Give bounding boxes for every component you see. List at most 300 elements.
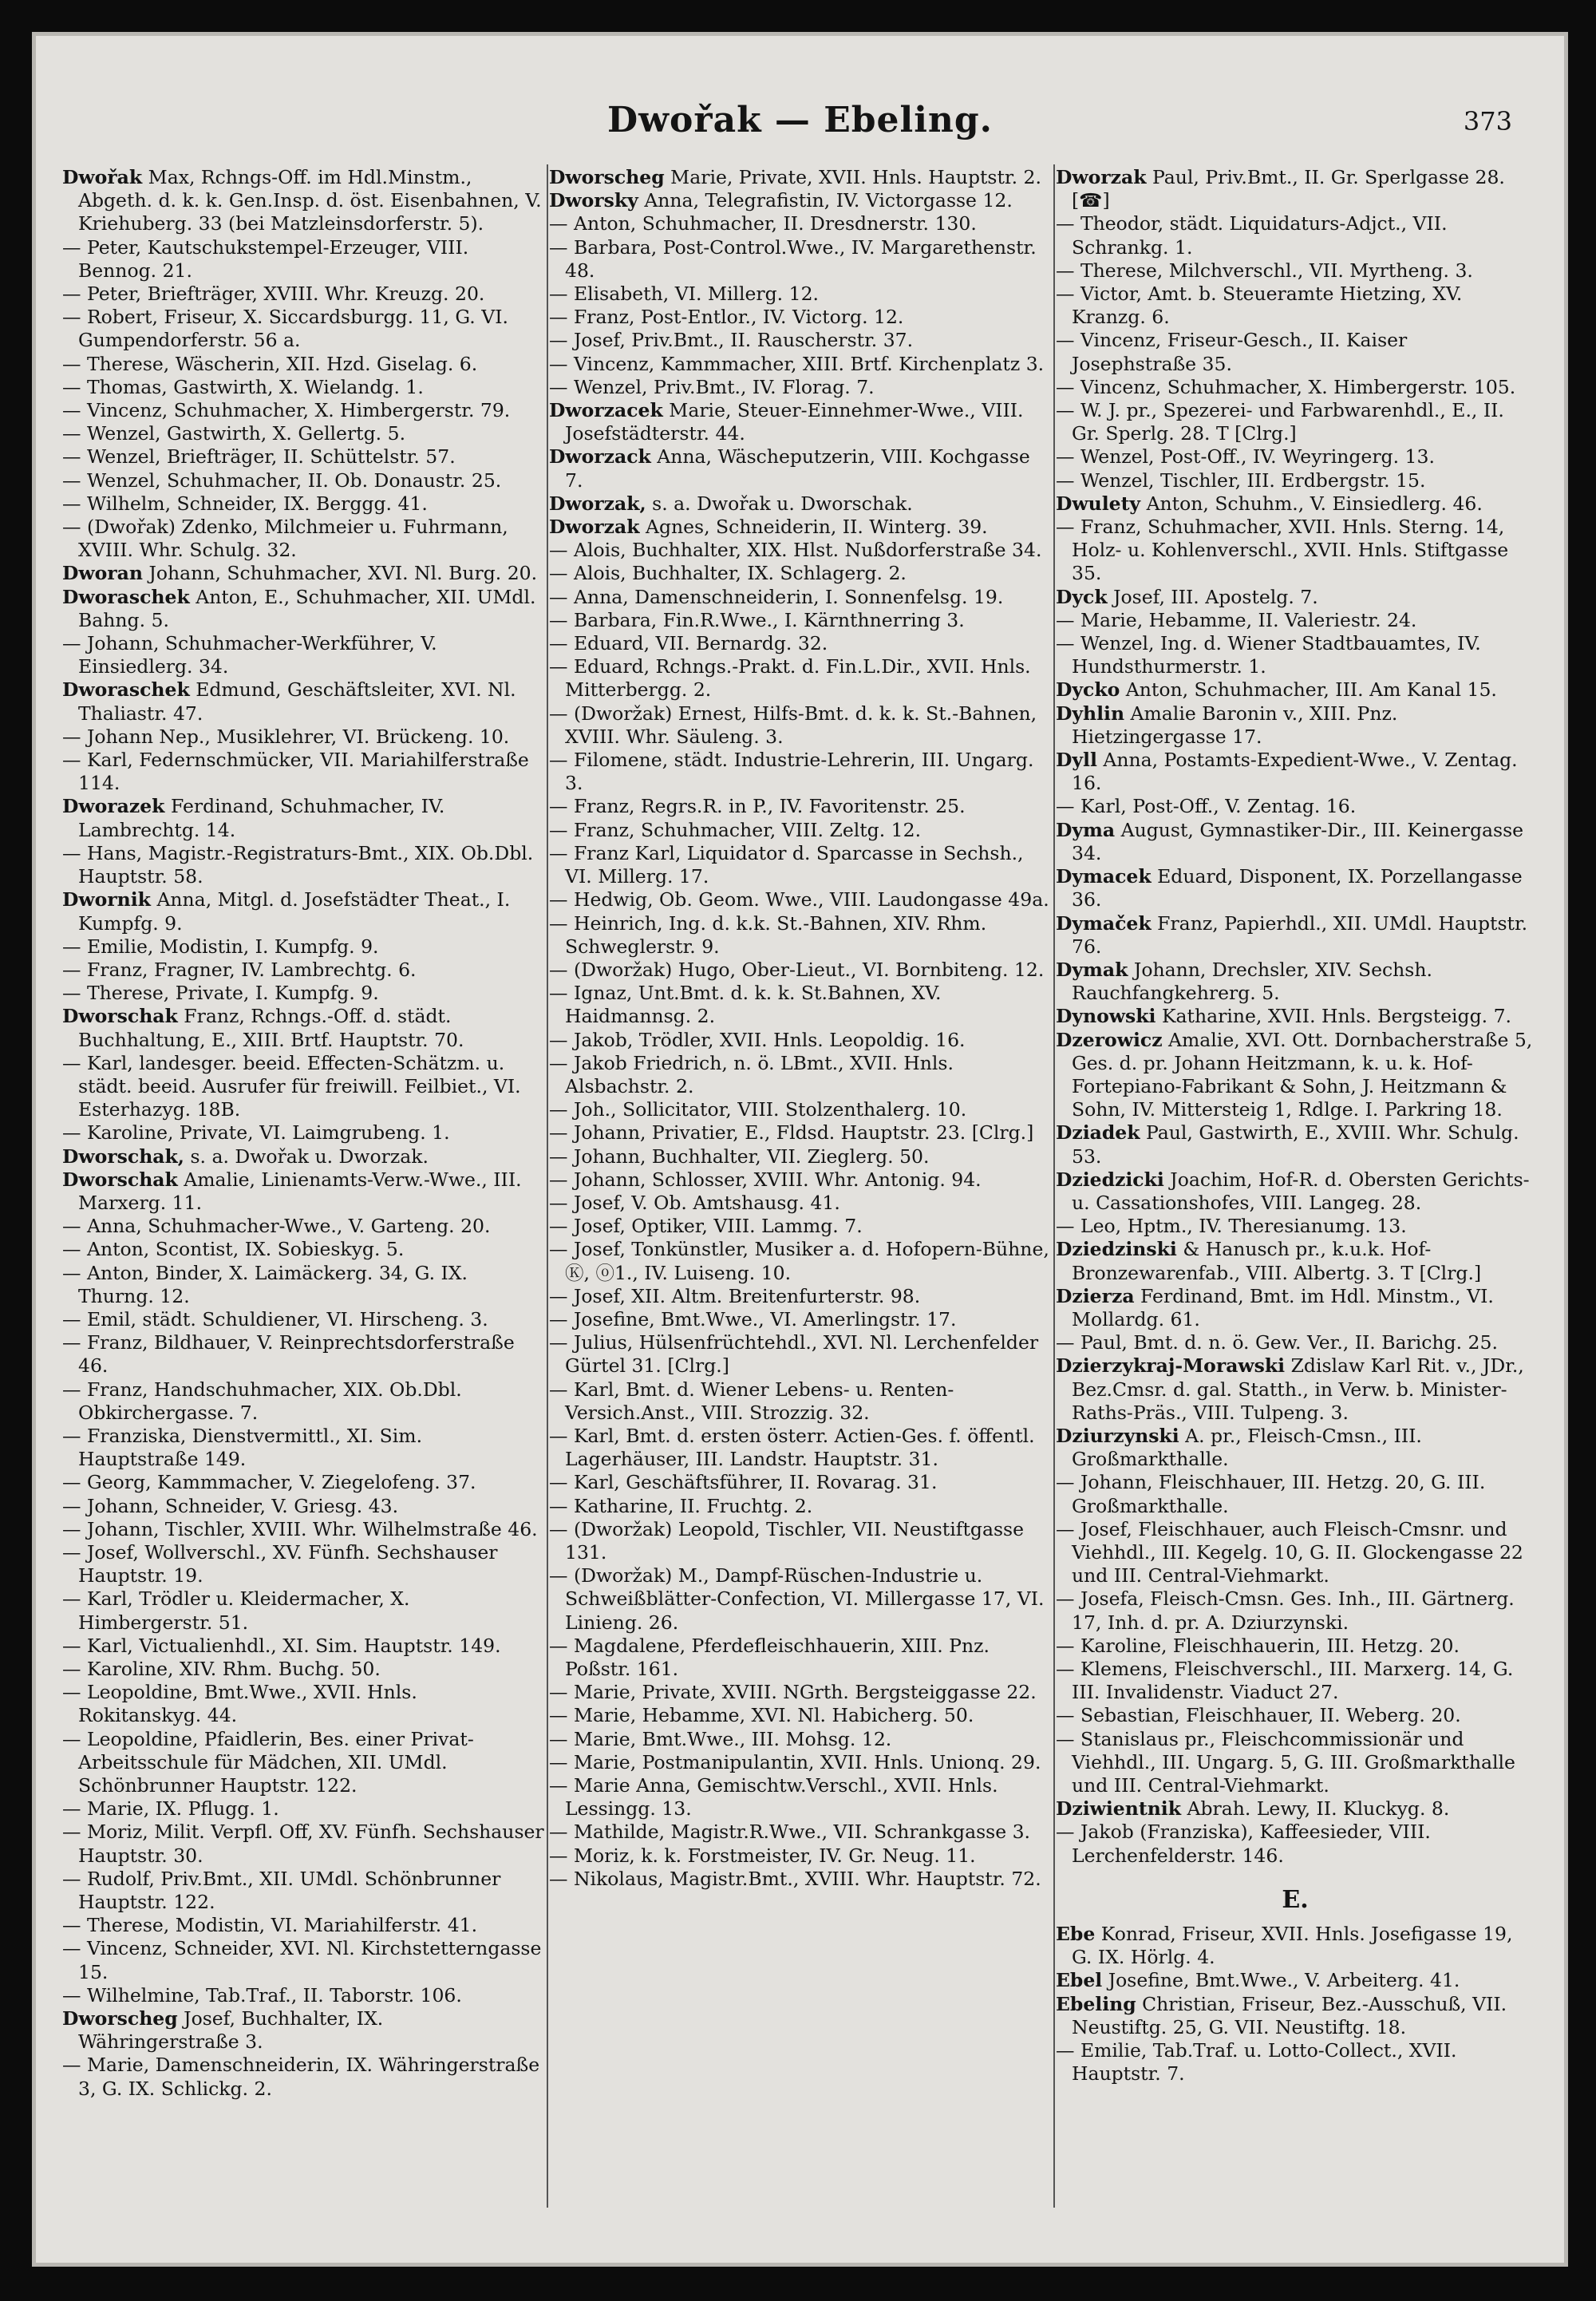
- directory-entry: [62, 306, 545, 352]
- directory-entry: [549, 539, 1050, 562]
- entry-details: Abrah. Lewy, II. Kluckyg. 8.: [1181, 1797, 1450, 1821]
- entry-details: — Josefa, Fleisch-Cmsn. Ges. Inh., III. Gärtnerg. 17, Inh. d. pr. A. Dziurzynski.: [1056, 1587, 1515, 1634]
- entry-details: — Klemens, Fleischverschl., III. Marxerg. 14, G. III. Invalidenstr. Viaduct 27.: [1056, 1658, 1514, 1704]
- directory-entry: [62, 353, 545, 376]
- directory-entry: [549, 516, 1050, 539]
- entry-details: — Ignaz, Unt.Bmt. d. k. k. St.Bahnen, XV. Haidmannsg. 2.: [549, 982, 942, 1028]
- entry-details: — Stanislaus pr., Fleischcommissionär und Viehhdl., III. Ungarg. 5, G. III. Großmarkthalle und III. Central-Viehmarkt.: [1056, 1727, 1515, 1797]
- entry-details: Christian, Friseur, Bez.-Ausschuß, VII. Neustiftg. 25, G. VII. Neustiftg. 18.: [1072, 1992, 1507, 2038]
- directory-entry: [549, 376, 1050, 399]
- entry-details: & Hanusch pr., k.u.k. Hof-Bronzewarenfab., VIII. Albertg. 3. T [Clrg.]: [1072, 1238, 1482, 1284]
- entry-details: — Leo, Hptm., IV. Theresianumg. 13.: [1056, 1215, 1407, 1238]
- directory-entry: [549, 236, 1050, 283]
- entry-details: — Georg, Kammmacher, V. Ziegelofeng. 37.: [62, 1471, 476, 1494]
- directory-entry: [1056, 469, 1535, 492]
- directory-entry: [1056, 1238, 1535, 1284]
- entry-details: — (Dworžak) Hugo, Ober-Lieut., VI. Bornbiteng. 12.: [549, 958, 1045, 981]
- entry-details: — Karl, Bmt. d. ersten österr. Actien-Ges. f. öffentl. Lagerhäuser, III. Landstr. Hauptstr. 31.: [549, 1424, 1035, 1471]
- entry-details: Agnes, Schneiderin, II. Winterg. 39.: [639, 516, 988, 539]
- directory-entry: [549, 353, 1050, 376]
- directory-entry: [1056, 1121, 1535, 1168]
- entry-surname: Dworan: [62, 562, 143, 585]
- directory-entry: [62, 1331, 545, 1378]
- directory-entry: [1056, 376, 1535, 399]
- directory-entry: [549, 749, 1050, 795]
- entry-details: — Nikolaus, Magistr.Bmt., XVIII. Whr. Hauptstr. 72.: [549, 1867, 1041, 1890]
- entry-details: — Johann, Buchhalter, VII. Zieglerg. 50.: [549, 1145, 930, 1168]
- column-3: [1056, 166, 1535, 2241]
- directory-entry: [62, 2054, 545, 2100]
- entry-details: — Elisabeth, VI. Millerg. 12.: [549, 283, 819, 306]
- entry-details: — Marie, Hebamme, XVI. Nl. Habicherg. 50.: [549, 1704, 974, 1727]
- directory-entry: [62, 445, 545, 469]
- directory-entry: [1056, 492, 1535, 516]
- entry-surname: Dyma: [1056, 818, 1116, 841]
- entry-surname: Dworaschek: [62, 585, 190, 608]
- entry-details: — Franz Karl, Liquidator d. Sparcasse in Sechsh., VI. Millerg. 17.: [549, 841, 1024, 888]
- entry-details: — Franz, Schuhmacher, XVII. Hnls. Sterng. 14, Holz- u. Kohlenverschl., XVII. Hnls. Stiftgasse 35.: [1056, 516, 1509, 585]
- directory-entry: [62, 1587, 545, 1634]
- directory-entry: [62, 166, 545, 236]
- directory-entry: [549, 306, 1050, 329]
- directory-entry: [549, 842, 1050, 888]
- directory-entry: [549, 1844, 1050, 1868]
- directory-entry: [1056, 1969, 1535, 1992]
- entry-details: Edmund, Geschäftsleiter, XVI. Nl. Thaliastr. 47.: [78, 678, 516, 725]
- entry-details: — Hedwig, Ob. Geom. Wwe., VIII. Laudongasse 49a.: [549, 888, 1049, 911]
- entry-details: Franz, Rchngs.-Off. d. städt. Buchhaltung, E., XIII. Brtf. Hauptstr. 70.: [78, 1005, 464, 1051]
- entry-surname: Dworazek: [62, 795, 165, 818]
- entry-surname: Dyll: [1056, 749, 1097, 772]
- entry-details: — Moriz, k. k. Forstmeister, IV. Gr. Neug. 11.: [549, 1844, 976, 1867]
- directory-entry: [62, 399, 545, 422]
- entry-details: — Josef, Fleischhauer, auch Fleisch-Cmsnr. und Viehhdl., III. Kegelg. 10, G. II. Glockengasse 22 und III. Central-Viehmarkt.: [1056, 1517, 1523, 1587]
- entry-surname: Dziurzynski: [1056, 1424, 1179, 1447]
- directory-entry: [549, 329, 1050, 352]
- entry-details: — Marie, IX. Pflugg. 1.: [62, 1797, 279, 1821]
- directory-entry: [1056, 749, 1535, 795]
- directory-entry: [62, 1052, 545, 1122]
- directory-entry: [62, 1868, 545, 1914]
- entry-details: Paul, Priv.Bmt., II. Gr. Sperlgasse 28. [☎]: [1072, 166, 1505, 212]
- directory-entry: [1056, 1005, 1535, 1028]
- entry-details: — Vincenz, Friseur-Gesch., II. Kaiser Josephstraße 35.: [1056, 329, 1408, 375]
- page-title: Dwořak — Ebeling.: [607, 100, 993, 140]
- directory-entry: [62, 1121, 545, 1145]
- entry-surname: Dworzack: [549, 445, 651, 469]
- entry-details: — Anton, Schuhmacher, II. Dresdnerstr. 130.: [549, 212, 977, 235]
- directory-entry: [549, 1774, 1050, 1821]
- entry-details: — W. J. pr., Spezerei- und Farbwarenhdl., E., II. Gr. Sperlg. 28. T [Clrg.]: [1056, 399, 1504, 445]
- directory-entry: [62, 1541, 545, 1587]
- entry-details: — Vincenz, Schneider, XVI. Nl. Kirchstetterngasse 15.: [62, 1937, 542, 1983]
- directory-entry: [1056, 1518, 1535, 1588]
- directory-entry: [1056, 399, 1535, 445]
- entry-details: — Marie, Hebamme, II. Valeriestr. 24.: [1056, 608, 1417, 631]
- directory-entry: [1056, 1285, 1535, 1331]
- directory-entry: [549, 1308, 1050, 1331]
- directory-entry: [1056, 1331, 1535, 1354]
- directory-entry: [549, 1331, 1050, 1378]
- entry-details: — Wenzel, Briefträger, II. Schüttelstr. 57.: [62, 445, 456, 469]
- entry-surname: Dziwientnik: [1056, 1797, 1181, 1821]
- entry-details: — Wilhelmine, Tab.Traf., II. Taborstr. 106.: [62, 1983, 462, 2006]
- directory-entry: [62, 632, 545, 678]
- entry-details: — Emilie, Tab.Traf. u. Lotto-Collect., XVII. Hauptstr. 7.: [1056, 2039, 1457, 2086]
- entry-details: — Josef, Tonkünstler, Musiker a. d. Hofopern-Bühne, Ⓚ, ⓞ1., IV. Luiseng. 10.: [549, 1238, 1049, 1284]
- directory-entry: [62, 1308, 545, 1331]
- entry-details: — Wenzel, Ing. d. Wiener Stadtbauamtes, IV. Hundsthurmerstr. 1.: [1056, 632, 1481, 678]
- entry-surname: Dziedzinski: [1056, 1238, 1177, 1261]
- directory-entry: [549, 1215, 1050, 1238]
- directory-entry: [1056, 702, 1535, 749]
- entry-surname: Dworscheg: [62, 2007, 178, 2030]
- directory-entry: [62, 1005, 545, 1051]
- entry-details: — Karl, landesger. beeid. Effecten-Schätzm. u. städt. beeid. Ausrufer für freiwill. Feilbiet., VI. Esterhazyg. 18B.: [62, 1051, 521, 1121]
- directory-entry: [549, 283, 1050, 306]
- column-2: [549, 166, 1050, 2241]
- directory-entry: [62, 1914, 545, 1937]
- directory-entry: [549, 1564, 1050, 1635]
- entry-details: — Wenzel, Schuhmacher, II. Ob. Donaustr. 25.: [62, 469, 502, 492]
- entry-details: — Karoline, Fleischhauerin, III. Hetzg. 20.: [1056, 1634, 1460, 1657]
- entry-details: Max, Rchngs-Off. im Hdl.Minstm., Abgeth. d. k. k. Gen.Insp. d. öst. Eisenbahnen, V. Kriehuberg. 33 (bei Matzleinsdorferstr. 5).: [78, 166, 542, 235]
- entry-details: — Hans, Magistr.-Registraturs-Bmt., XIX. Ob.Dbl. Hauptstr. 58.: [62, 841, 534, 888]
- directory-entry: [1056, 283, 1535, 329]
- entry-surname: Dworaschek: [62, 678, 190, 702]
- column-divider: [1053, 164, 1055, 2208]
- directory-entry: [62, 1238, 545, 1261]
- entry-details: — Eduard, Rchngs.-Prakt. d. Fin.L.Dir., XVII. Hnls. Mitterbergg. 2.: [549, 655, 1031, 702]
- entry-details: Konrad, Friseur, XVII. Hnls. Josefigasse 19, G. IX. Hörlg. 4.: [1072, 1923, 1513, 1969]
- entry-details: — Anton, Binder, X. Laimäckerg. 34, G. IX. Thurng. 12.: [62, 1261, 468, 1307]
- directory-entry: [1056, 1587, 1535, 1634]
- directory-entry: [549, 1121, 1050, 1145]
- entry-details: — Peter, Kautschukstempel-Erzeuger, VIII. Bennog. 21.: [62, 235, 469, 282]
- entry-details: — Therese, Private, I. Kumpfg. 9.: [62, 982, 379, 1005]
- directory-entry: [549, 959, 1050, 982]
- entry-surname: Dynowski: [1056, 1005, 1156, 1028]
- directory-entry: [549, 1495, 1050, 1518]
- entry-surname: Dyhlin: [1056, 702, 1125, 725]
- entry-details: — Wilhelm, Schneider, IX. Berggg. 41.: [62, 492, 428, 515]
- directory-entry: [549, 189, 1050, 212]
- entry-surname: Dworzacek: [549, 399, 663, 422]
- entry-details: — Johann, Fleischhauer, III. Hetzg. 20, G. III. Großmarkthalle.: [1056, 1471, 1486, 1517]
- entry-details: — Wenzel, Post-Off., IV. Weyringerg. 13.: [1056, 445, 1435, 469]
- directory-entry: [62, 1145, 545, 1168]
- entry-details: — Mathilde, Magistr.R.Wwe., VII. Schrankgasse 3.: [549, 1821, 1031, 1844]
- entry-details: — Josef, Wollverschl., XV. Fünfh. Sechshauser Hauptstr. 19.: [62, 1540, 498, 1587]
- directory-entry: [62, 888, 545, 935]
- entry-details: — Wenzel, Gastwirth, X. Gellertg. 5.: [62, 422, 406, 445]
- entry-surname: Dziedzicki: [1056, 1168, 1164, 1191]
- directory-entry: [549, 1704, 1050, 1727]
- directory-entry: [1056, 586, 1535, 609]
- directory-entry: [549, 399, 1050, 445]
- directory-entry: [549, 1751, 1050, 1774]
- entry-details: — Moriz, Milit. Verpfl. Off, XV. Fünfh. Sechshauser Hauptstr. 30.: [62, 1821, 544, 1867]
- directory-entry: [62, 1425, 545, 1471]
- directory-entry: [1056, 912, 1535, 959]
- entry-details: — Franz, Handschuhmacher, XIX. Ob.Dbl. Obkirchergasse. 7.: [62, 1378, 462, 1424]
- directory-entry: [549, 1285, 1050, 1308]
- directory-entry: [549, 445, 1050, 492]
- directory-entry: [549, 655, 1050, 702]
- page-number: 373: [1463, 106, 1512, 136]
- directory-entry: [549, 1168, 1050, 1192]
- entry-details: — Marie, Bmt.Wwe., III. Mohsg. 12.: [549, 1727, 892, 1750]
- directory-entry: [62, 516, 545, 562]
- entry-details: Johann, Drechsler, XIV. Sechsh. Rauchfangkehrerg. 5.: [1072, 958, 1432, 1005]
- entry-surname: Dyck: [1056, 585, 1108, 608]
- directory-page: [32, 32, 1568, 2267]
- entry-details: Joachim, Hof-R. d. Obersten Gerichts- u. Cassationshofes, VIII. Langeg. 28.: [1072, 1168, 1530, 1214]
- directory-entry: [62, 1215, 545, 1238]
- entry-surname: Dwulety: [1056, 492, 1141, 515]
- directory-entry: [62, 376, 545, 399]
- entry-details: — Heinrich, Ing. d. k.k. St.-Bahnen, XIV. Rhm. Schweglerstr. 9.: [549, 911, 987, 958]
- directory-entry: [62, 492, 545, 516]
- entry-details: Josef, Buchhalter, IX. Währingerstraße 3.: [78, 2007, 384, 2054]
- directory-entry: [1056, 819, 1535, 865]
- entry-details: — Franz, Fragner, IV. Lambrechtg. 6.: [62, 958, 417, 981]
- entry-details: Paul, Gastwirth, E., XVIII. Whr. Schulg. 53.: [1072, 1121, 1519, 1168]
- directory-entry: [62, 586, 545, 632]
- entry-details: — Anna, Damenschneiderin, I. Sonnenfelsg. 19.: [549, 585, 1004, 608]
- directory-entry: [62, 959, 545, 982]
- directory-entry: [1056, 1425, 1535, 1471]
- entry-details: — Jakob (Franziska), Kaffeesieder, VIII. Lerchenfelderstr. 146.: [1056, 1821, 1431, 1867]
- directory-entry: [62, 422, 545, 445]
- entry-details: — Karl, Geschäftsführer, II. Rovarag. 31.: [549, 1471, 938, 1494]
- entry-details: — Johann Nep., Musiklehrer, VI. Brückeng. 10.: [62, 725, 510, 748]
- directory-entry: [549, 1635, 1050, 1681]
- entry-details: — Emilie, Modistin, I. Kumpfg. 9.: [62, 935, 379, 958]
- entry-details: — Jakob, Trödler, XVII. Hnls. Leopoldig. 16.: [549, 1028, 966, 1051]
- entry-details: — Julius, Hülsenfrüchtehdl., XVI. Nl. Lerchenfelder Gürtel 31. [Clrg.]: [549, 1331, 1039, 1378]
- directory-entry: [62, 562, 545, 585]
- entry-details: — Josef, Priv.Bmt., II. Rauscherstr. 37.: [549, 329, 914, 352]
- entry-details: — Karl, Victualienhdl., XI. Sim. Hauptstr. 149.: [62, 1634, 501, 1657]
- entry-details: — Johann, Schlosser, XVIII. Whr. Antonig. 94.: [549, 1168, 982, 1191]
- entry-details: — Karl, Federnschmücker, VII. Mariahilferstraße 114.: [62, 749, 529, 795]
- directory-entry: [1056, 795, 1535, 818]
- directory-entry: [62, 1797, 545, 1821]
- entry-details: — Emil, städt. Schuldiener, VI. Hirscheng. 3.: [62, 1307, 488, 1330]
- entry-details: Josef, III. Apostelg. 7.: [1107, 585, 1318, 608]
- entry-surname: Dworzak: [1056, 166, 1147, 188]
- entry-details: — Robert, Friseur, X. Siccardsburgg. 11, G. VI. Gumpendorferstr. 56 a.: [62, 306, 508, 352]
- directory-entry: [1056, 609, 1535, 632]
- entry-details: — Therese, Modistin, VI. Mariahilferstr. 41.: [62, 1914, 478, 1937]
- entry-details: — Barbara, Post-Control.Wwe., IV. Margarethenstr. 48.: [549, 235, 1037, 282]
- entry-details: — Marie, Damenschneiderin, IX. Währingerstraße 3, G. IX. Schlickg. 2.: [62, 2054, 540, 2100]
- directory-entry: [1056, 1658, 1535, 1704]
- entry-details: — Josefine, Bmt.Wwe., VI. Amerlingstr. 17.: [549, 1307, 957, 1330]
- entry-details: — Franziska, Dienstvermittl., XI. Sim. Hauptstraße 149.: [62, 1424, 423, 1471]
- entry-details: — Rudolf, Priv.Bmt., XII. UMdl. Schönbrunner Hauptstr. 122.: [62, 1867, 501, 1914]
- entry-details: — Vincenz, Kammmacher, XIII. Brtf. Kirchenplatz 3.: [549, 352, 1045, 375]
- directory-entry: [549, 888, 1050, 911]
- directory-entry: [1056, 516, 1535, 586]
- entry-details: Amalie Baronin v., XIII. Pnz. Hietzingergasse 17.: [1072, 702, 1398, 748]
- page-header: [32, 100, 1568, 156]
- entry-details: — Josef, Optiker, VIII. Lammg. 7.: [549, 1215, 863, 1238]
- directory-entry: [1056, 212, 1535, 259]
- directory-entry: [62, 1635, 545, 1658]
- entry-surname: Dymak: [1056, 958, 1128, 981]
- entry-details: — (Dworžak) Ernest, Hilfs-Bmt. d. k. k. St.-Bahnen, XVIII. Whr. Säuleng. 3.: [549, 702, 1037, 748]
- directory-entry: [549, 212, 1050, 235]
- entry-details: — Anna, Schuhmacher-Wwe., V. Garteng. 20.: [62, 1215, 491, 1238]
- directory-entry: [549, 1029, 1050, 1052]
- entry-details: Franz, Papierhdl., XII. UMdl. Hauptstr. 76.: [1072, 911, 1528, 958]
- entry-details: — Leopoldine, Pfaidlerin, Bes. einer Privat-Arbeitsschule für Mädchen, XII. UMdl. Schönbrunner Hauptstr. 122.: [62, 1727, 474, 1797]
- directory-entry: [62, 283, 545, 306]
- directory-entry: [62, 1168, 545, 1215]
- entry-details: — Franz, Post-Entlor., IV. Victorg. 12.: [549, 306, 904, 329]
- directory-entry: [1056, 2039, 1535, 2086]
- entry-surname: Dzierza: [1056, 1284, 1135, 1307]
- entry-details: Marie, Steuer-Einnehmer-Wwe., VIII. Josefstädterstr. 44.: [565, 399, 1024, 445]
- entry-details: Anton, E., Schuhmacher, XII. UMdl. Bahng. 5.: [78, 585, 536, 631]
- directory-entry: [62, 469, 545, 492]
- entry-details: Ferdinand, Bmt. im Hdl. Minstm., VI. Mollardg. 61.: [1072, 1284, 1494, 1330]
- directory-entry: [62, 678, 545, 725]
- directory-entry: [62, 1821, 545, 1867]
- directory-entry: [1056, 259, 1535, 283]
- directory-entry: [62, 1471, 545, 1494]
- directory-entry: [549, 795, 1050, 818]
- entry-details: — Karl, Trödler u. Kleidermacher, X. Himbergerstr. 51.: [62, 1587, 410, 1634]
- entry-details: — Victor, Amt. b. Steueramte Hietzing, XV. Kranzg. 6.: [1056, 283, 1463, 329]
- directory-entry: [1056, 329, 1535, 375]
- entry-surname: Ebe: [1056, 1923, 1096, 1946]
- entry-details: — Eduard, VII. Bernardg. 32.: [549, 632, 828, 655]
- entry-surname: Dworscheg: [549, 166, 665, 188]
- directory-entry: [549, 912, 1050, 959]
- entry-details: — Karl, Bmt. d. Wiener Lebens- u. Renten-Versich.Anst., VIII. Strozzig. 32.: [549, 1378, 954, 1424]
- entry-details: — Alois, Buchhalter, XIX. Hlst. Nußdorferstraße 34.: [549, 539, 1042, 562]
- entry-details: — Franz, Regrs.R. in P., IV. Favoritenstr. 25.: [549, 795, 966, 818]
- directory-entry: [549, 1238, 1050, 1284]
- entry-details: — Franz, Schuhmacher, VIII. Zeltg. 12.: [549, 818, 922, 841]
- directory-entry: [549, 1471, 1050, 1494]
- directory-entry: [549, 1518, 1050, 1564]
- entry-details: Anna, Mitgl. d. Josefstädter Theat., I. Kumpfg. 9.: [78, 888, 511, 935]
- directory-entry: [549, 702, 1050, 749]
- entry-details: — (Dworžak) Leopold, Tischler, VII. Neustiftgasse 131.: [549, 1517, 1024, 1564]
- entry-details: Amalie, Linienamts-Verw.-Wwe., III. Marxerg. 11.: [78, 1168, 522, 1214]
- entry-details: s. a. Dwořak u. Dworzak.: [184, 1145, 429, 1168]
- directory-entry: [1056, 1635, 1535, 1658]
- directory-entry: [1056, 1797, 1535, 1821]
- entry-surname: Ebeling: [1056, 1992, 1136, 2015]
- directory-entry: [62, 795, 545, 841]
- entry-surname: Dwořak: [62, 166, 143, 188]
- directory-entry: [62, 1681, 545, 1727]
- entry-details: — Therese, Milchverschl., VII. Myrtheng. 3.: [1056, 259, 1473, 282]
- entry-details: — Peter, Briefträger, XVIII. Whr. Kreuzg. 20.: [62, 283, 485, 306]
- directory-entry: [1056, 678, 1535, 702]
- directory-entry: [549, 1145, 1050, 1168]
- entry-details: — Johann, Schuhmacher-Werkführer, V. Einsiedlerg. 34.: [62, 632, 437, 678]
- directory-entry: [549, 166, 1050, 189]
- entry-details: — Wenzel, Priv.Bmt., IV. Florag. 7.: [549, 375, 875, 398]
- directory-entry: [549, 492, 1050, 516]
- directory-entry: [1056, 1923, 1535, 1969]
- directory-entry: [1056, 1728, 1535, 1798]
- directory-entry: [1056, 1168, 1535, 1215]
- entry-details: — Therese, Wäscherin, XII. Hzd. Giselag. 6.: [62, 352, 478, 375]
- directory-entry: [549, 586, 1050, 609]
- entry-surname: Dzierzykraj-Morawski: [1056, 1354, 1286, 1378]
- entry-details: — Josef, V. Ob. Amtshausg. 41.: [549, 1191, 840, 1214]
- entry-details: Anna, Postamts-Expedient-Wwe., V. Zentag. 16.: [1072, 749, 1518, 795]
- entry-surname: Dymacek: [1056, 865, 1152, 888]
- entry-details: A. pr., Fleisch-Cmsn., III. Großmarkthalle.: [1072, 1424, 1422, 1471]
- entry-details: Zdislaw Karl Rit. v., JDr., Bez.Cmsr. d. gal. Statth., in Verw. b. Minister-Raths-Präs., VIII. Tulpeng. 3.: [1072, 1354, 1524, 1424]
- entry-details: — Paul, Bmt. d. n. ö. Gew. Ver., II. Barichg. 25.: [1056, 1331, 1498, 1354]
- entry-details: — Joh., Sollicitator, VIII. Stolzenthalerg. 10.: [549, 1098, 967, 1121]
- entry-details: Johann, Schuhmacher, XVI. Nl. Burg. 20.: [142, 562, 538, 585]
- entry-surname: Dzerowicz: [1056, 1028, 1163, 1051]
- entry-surname: Dworschak: [62, 1005, 178, 1028]
- entry-details: August, Gymnastiker-Dir., III. Keinergasse 34.: [1072, 818, 1524, 864]
- directory-entry: [1056, 445, 1535, 469]
- entry-surname: Dycko: [1056, 678, 1120, 702]
- directory-entry: [62, 1518, 545, 1541]
- entry-details: — Johann, Schneider, V. Griesg. 43.: [62, 1494, 399, 1517]
- directory-entry: [1056, 632, 1535, 678]
- directory-entry: [62, 1378, 545, 1425]
- directory-entry: [62, 1262, 545, 1308]
- entry-details: — Magdalene, Pferdefleischhauerin, XIII. Pnz. Poßstr. 161.: [549, 1634, 990, 1680]
- entry-details: Amalie, XVI. Ott. Dornbacherstraße 5, Ges. d. pr. Johann Heitzmann, k. u. k. Hof-Fortepiano-Fabrikant & Sohn, J. Heitzmann & Sohn, IV. Mittersteig 1, Rdlge. I. Parkring 18.: [1072, 1028, 1533, 1121]
- entry-details: s. a. Dwořak u. Dworschak.: [646, 492, 913, 515]
- directory-entry: [1056, 1215, 1535, 1238]
- directory-entry: [1056, 1993, 1535, 2039]
- entry-details: — Karoline, XIV. Rhm. Buchg. 50.: [62, 1658, 381, 1680]
- entry-details: Ferdinand, Schuhmacher, IV. Lambrechtg. 14.: [78, 795, 445, 841]
- entry-details: Katharine, XVII. Hnls. Bergsteigg. 7.: [1156, 1005, 1512, 1028]
- entry-details: Josefine, Bmt.Wwe., V. Arbeiterg. 41.: [1102, 1969, 1460, 1992]
- column-divider: [547, 164, 548, 2208]
- directory-entry: [549, 1868, 1050, 1891]
- entry-surname: Dworschak,: [62, 1145, 184, 1168]
- directory-entry: [1056, 1029, 1535, 1122]
- entry-surname: Dworzak: [549, 516, 640, 539]
- entry-details: — Vincenz, Schuhmacher, X. Himbergerstr. 105.: [1056, 375, 1516, 398]
- entry-details: — Marie, Postmanipulantin, XVII. Hnls. Unionq. 29.: [549, 1750, 1041, 1773]
- directory-entry: [1056, 1704, 1535, 1727]
- entry-details: — Theodor, städt. Liquidaturs-Adjct., VII. Schrankg. 1.: [1056, 212, 1448, 259]
- entry-details: — Karoline, Private, VI. Laimgrubeng. 1.: [62, 1121, 450, 1145]
- entry-details: — Franz, Bildhauer, V. Reinprechtsdorferstraße 46.: [62, 1331, 515, 1378]
- section-letter: E.: [1282, 1885, 1309, 1914]
- entry-details: — Vincenz, Schuhmacher, X. Himbergerstr. 79.: [62, 399, 511, 422]
- directory-entry: [549, 609, 1050, 632]
- directory-entry: [1056, 959, 1535, 1005]
- directory-entry: [62, 2007, 545, 2054]
- directory-entry: [62, 935, 545, 959]
- entry-details: Eduard, Disponent, IX. Porzellangasse 36.: [1072, 865, 1523, 911]
- directory-entry: [62, 1495, 545, 1518]
- entry-details: — Wenzel, Tischler, III. Erdbergstr. 15.: [1056, 469, 1426, 492]
- entry-details: — Filomene, städt. Industrie-Lehrerin, III. Ungarg. 3.: [549, 749, 1034, 795]
- entry-details: Anna, Telegrafistin, IV. Victorgasse 12.: [638, 189, 1013, 212]
